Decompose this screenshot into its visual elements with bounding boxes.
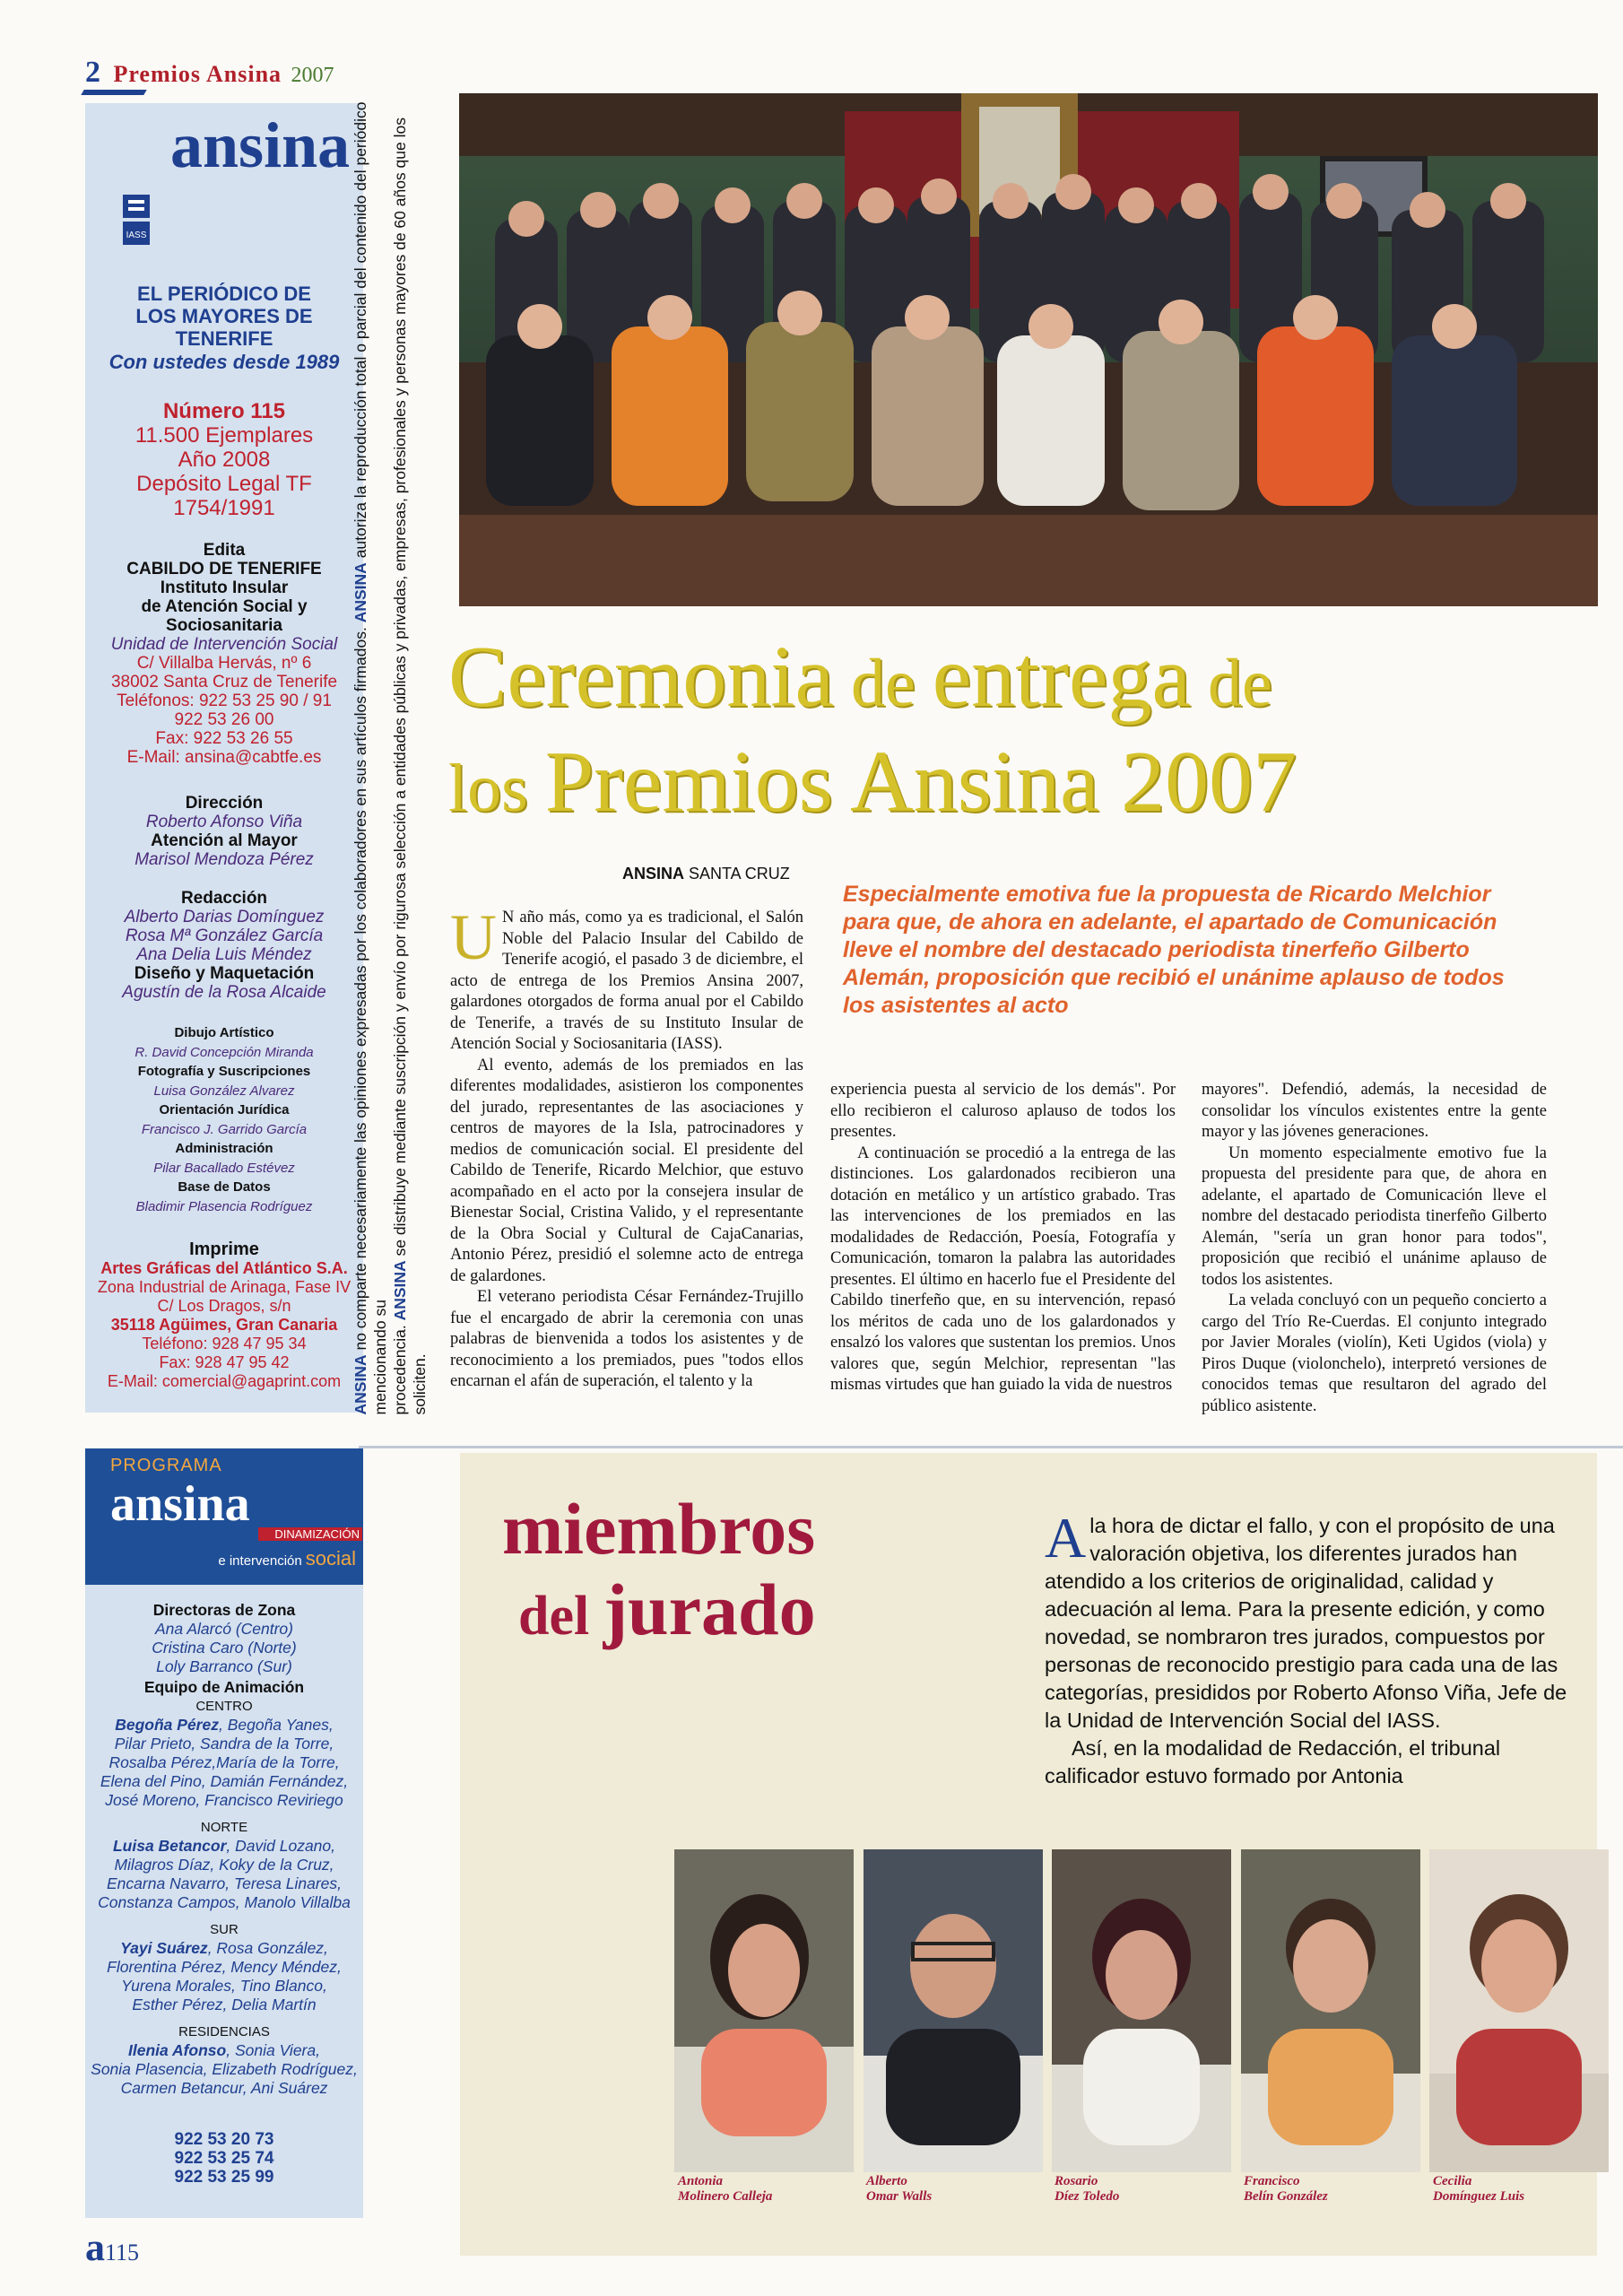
article-column-1: U N año más, como ya es tradicional, el Salón Noble del Palacio Insular del Cabildo de Tenerife acogió, el pasado 3 de diciembre, el acto de entrega de los Premios Ansina 2007, galardones otorgados de forma anual por el Cabildo de Tenerife, a través de su Instituto Insular de Atención Social y Sociosanitaria (IASS). Al evento, además de los premiados en las diferentes modalidades, asistieron los componentes del jurado, representantes de las asociaciones y centros de mayores de la Isla, patrocinadores y medios de comunicación social. El presidente del Cabildo de Tenerife, Ricardo Melchior, que estuvo acompañado en el acto por la consejera insular de Bienestar Social, Cristina Valido, y el representante de la Obra Social y Cultural de CajaCanarias, Antonio Pérez, presidió el solemne acto de entrega de galardones. El veterano periodista César Fernández-Trujillo fue el encargado de abrir la ceremonia con unas palabras de bienvenida a todos los asistentes y de reconocimiento a los premiados, pues "todos ellos encarnan el afán de superación, el talento y la [450, 901, 803, 1390]
jury-portrait-4 [1241, 1849, 1420, 2172]
jury-caption-3: Rosario Díez Toledo [1055, 2174, 1120, 2204]
jury-dropcap: A [1045, 1506, 1087, 1570]
program-residencias: RESIDENCIAS Ilenia Afonso, Sonia Viera, Sonia Plasencia, Elizabeth Rodríguez, Carmen Betancur, Ani Suárez [91, 2024, 358, 2097]
ansina-logo: ansina [170, 109, 351, 181]
program-label: PROGRAMA [110, 1456, 222, 1475]
ceremony-group-photo [459, 93, 1598, 606]
program-zonas: Directoras de Zona Ana Alarcó (Centro) Cristina Caro (Norte) Loly Barranco (Sur) [152, 1601, 297, 1675]
article-title: Ceremonia de entrega de los Premios Ansina 2007 [448, 629, 1298, 831]
header-bar [81, 90, 146, 95]
footer-page-number: 115 [105, 2239, 140, 2266]
vertical-disclaimer: ANSINA no comparte necesariamente las opiniones expresadas por los colaboradores en sus artículos firmados. ANSINA autoriza la reproducción total o parcial del contenido del periódico mencionando su procedencia. ANSINA se distribuye mediante suscripción y envío por rigurosa selección a entidades públicas y privadas, empresas, profesionales y personas mayores de 60 años que los soliciten. [352, 101, 429, 1414]
program-centro: Equipo de Animación CENTRO Begoña Pérez, Begoña Yanes, Pilar Prieto, Sandra de la Torre, Rosalba Pérez,María de la Torre, Elena del Pino, Damián Fernández, José Moreno, Francisco Reviriego [100, 1678, 349, 1809]
jury-portrait-2 [864, 1849, 1043, 2172]
article-column-3: mayores". Defendió, además, la necesidad de consolidar los vínculos existentes entre la gente mayor y las jóvenes generaciones. Un momento especialmente emotivo fue la propuesta del presidente para que, de ahora en adelante, el apartado de Comunicación lleve el nombre del destacado periodista tinerfeño Gilberto Alemán, "sería un gran honor para todos", proposición que recibió el unánime aplauso de todos los asistentes. La velada concluyó con un pequeño concierto a cargo del Trío Re-Cuerdas. El conjunto integrado por Javier Morales (violín), Keti Ugidos (viola) y Piros Duque (violonchelo), interpretó versiones de conocidos temas que resultaron del agrado del público asistente. [1202, 1081, 1547, 1415]
page-header [85, 56, 334, 91]
article-dropcap: U [450, 901, 497, 973]
issue-info: Número 115 11.500 Ejemplares Año 2008 Depósito Legal TF 1754/1991 [135, 399, 314, 520]
jury-caption-1: Antonia Molinero Calleja [678, 2174, 773, 2204]
program-sidebar [85, 1448, 363, 2218]
program-phones: 922 53 20 73 922 53 25 74 922 53 25 99 [174, 2130, 274, 2187]
jury-title: miembros del jurado [502, 1488, 816, 1650]
program-sub-2: e intervención social [218, 1547, 356, 1570]
program-logo: ansina [110, 1476, 250, 1532]
jury-caption-5: Cecilia Domínguez Luis [1433, 2174, 1525, 2204]
page-footer [85, 2224, 139, 2270]
jury-portrait-5 [1429, 1849, 1609, 2172]
masthead-logo-block [85, 109, 363, 274]
article-byline: ANSINA SANTA CRUZ [622, 865, 790, 883]
jury-caption-4: Francisco Belín González [1244, 2174, 1328, 2204]
article-column-2: experiencia puesta al servicio de los demás". Por ello recibieron el caluroso aplauso de todos los presentes. A continuación se procedió a la entrega de las distinciones. Los galardonados recibieron una dotación en metálico y un artístico grabado. Tras las intervenciones de los premiados en las modalidades de Redacción, Poesía, Fotografía y Comunicación, tomaron la palabra las autoridades presentes. El último en hacerlo fue el Presidente del Cabildo tinerfeño que, en su intervención, repasó los méritos de cada uno de los galardonados y ensalzó los valores que sustentan los premios. Unos valores que, según Melchior, representan "las mismas virtudes que han guiado la vida de nuestros [830, 1081, 1176, 1394]
publisher-info: Edita CABILDO DE TENERIFE Instituto Insular de Atención Social y Sociosanitaria Unidad de Intervención Social C/ Villalba Hervás, nº 6 38002 Santa Cruz de Tenerife Teléfonos: 922 53 25 90 / 91 922 53 26 00 Fax: 922 53 26 55 E-Mail: ansina@cabtfe.es [110, 541, 338, 767]
program-header [85, 1448, 363, 1585]
jury-text: A la hora de dictar el fallo, y con el propósito de una valoración objetiva, los diferentes jurados han atendido a los criterios de originalidad, calidad y adecuación al lema. Para la presente edición, y como novedad, se nombraron tres jurados, compuestos por personas de reconocido prestigio para cada una de las categorías, presididos por Roberto Afonso Viña, Jefe de la Unidad de Intervención Social del IASS. Así, en la modalidad de Redacción, el tribunal calificador estuvo formado por Antonia [1045, 1506, 1567, 1787]
printer-info: Imprime Artes Gráficas del Atlántico S.A. Zona Industrial de Arinaga, Fase IV C/ Los Dragos, s/n 35118 Agüimes, Gran Canaria Teléfono: 928 47 95 34 Fax: 928 47 95 42 E-Mail: comercial@agaprint.com [97, 1239, 352, 1390]
masthead-since: Con ustedes desde 1989 [108, 351, 340, 373]
jury-portrait-1 [674, 1849, 854, 2172]
header-year: 2007 [291, 64, 334, 87]
staff-direccion: Dirección Roberto Afonso Viña Atención al Mayor Marisol Mendoza Pérez [135, 794, 314, 869]
section-divider [359, 1446, 1623, 1448]
footer-logo: a [85, 2225, 105, 2269]
jury-caption-2: Alberto Omar Walls [866, 2174, 933, 2204]
page-number: 2 [85, 56, 100, 89]
program-sub-1: DINAMIZACIÓN [258, 1527, 362, 1541]
masthead-tagline: EL PERIÓDICO DE LOS MAYORES DE TENERIFE [135, 283, 313, 350]
jury-portrait-3 [1052, 1849, 1231, 2172]
staff-redaccion: Redacción Alberto Darias Domínguez Rosa Mª González García Ana Delia Luis Méndez Diseño y Maquetación Agustín de la Rosa Alcaide [122, 889, 326, 1002]
program-sur: SUR Yayi Suárez, Rosa González, Florentina Pérez, Mency Méndez, Yurena Morales, Tino Blanco, Esther Pérez, Delia Martín [107, 1922, 342, 2013]
iass-logo-icon [121, 193, 152, 247]
iass-label: IASS [126, 230, 147, 240]
staff-credits: Dibujo Artístico R. David Concepción Miranda Fotografía y Suscripciones Luisa González Alvarez Orientación Jurídica Francisco J. Garrido García Administración Pilar Bacallado Estévez Base de Datos Bladimir Plasencia Rodríguez [135, 1025, 314, 1214]
pull-quote: Especialmente emotiva fue la propuesta de Ricardo Melchior para que, de ahora en adelante, el apartado de Comunicación lleve el nombre del destacado periodista tinerfeño Gilberto Alemán, proposición que recibió el unánime aplauso de todos los asistentes al acto [843, 882, 1505, 1018]
masthead-sidebar [85, 103, 363, 1413]
header-title: Premios Ansina [113, 61, 282, 87]
program-norte: NORTE Luisa Betancor, David Lozano, Milagros Díaz, Koky de la Cruz, Encarna Navarro, Teresa Linares, Constanza Campos, Manolo Villalba [98, 1820, 351, 1911]
